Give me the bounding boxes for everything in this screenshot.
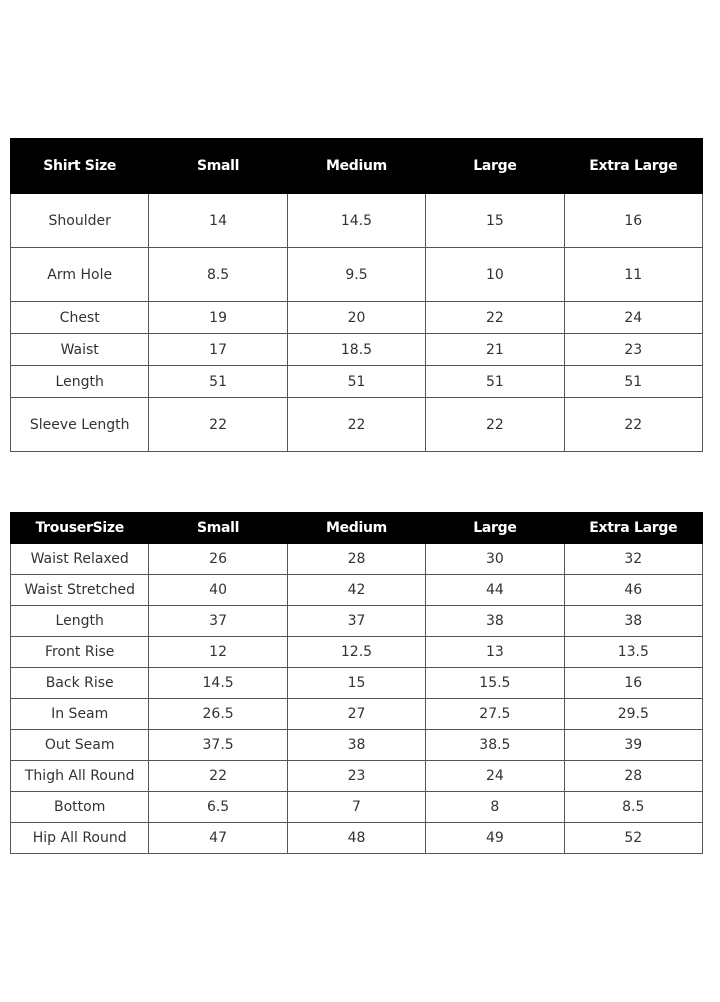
table-cell: 15	[426, 194, 564, 248]
table-cell: 26	[149, 544, 287, 575]
table-cell: 8	[426, 792, 564, 823]
table-cell: 6.5	[149, 792, 287, 823]
table-cell: 11	[564, 248, 702, 302]
table-row	[11, 302, 703, 334]
header-cell: Large	[426, 513, 564, 544]
table-cell: 13.5	[564, 637, 702, 668]
table-cell: 10	[426, 248, 564, 302]
row-label: Sleeve Length	[11, 398, 149, 452]
table-cell: 13	[426, 637, 564, 668]
row-label: Hip All Round	[11, 823, 149, 854]
row-label: Length	[11, 366, 149, 398]
table-cell: 9.5	[287, 248, 425, 302]
table-cell: 42	[287, 575, 425, 606]
header-cell: Medium	[287, 139, 425, 194]
row-label: In Seam	[11, 699, 149, 730]
trouser-size-table	[10, 512, 703, 854]
table-cell: 47	[149, 823, 287, 854]
table-cell: 37.5	[149, 730, 287, 761]
table-row	[11, 668, 703, 699]
table-row	[11, 792, 703, 823]
table-row	[11, 606, 703, 637]
table-cell: 15	[287, 668, 425, 699]
table-cell: 29.5	[564, 699, 702, 730]
row-label: Front Rise	[11, 637, 149, 668]
table-cell: 51	[426, 366, 564, 398]
table-row	[11, 366, 703, 398]
table-cell: 38	[426, 606, 564, 637]
table-row	[11, 544, 703, 575]
table-header-row	[11, 139, 703, 194]
table-cell: 19	[149, 302, 287, 334]
table-cell: 14.5	[149, 668, 287, 699]
table-cell: 48	[287, 823, 425, 854]
table-cell: 49	[426, 823, 564, 854]
header-cell: Extra Large	[564, 139, 702, 194]
table-cell: 21	[426, 334, 564, 366]
table-cell: 32	[564, 544, 702, 575]
row-label: Thigh All Round	[11, 761, 149, 792]
table-cell: 44	[426, 575, 564, 606]
table-cell: 51	[564, 366, 702, 398]
row-label: Length	[11, 606, 149, 637]
table-cell: 22	[287, 398, 425, 452]
table-cell: 51	[287, 366, 425, 398]
table-row	[11, 334, 703, 366]
table-cell: 18.5	[287, 334, 425, 366]
table-cell: 46	[564, 575, 702, 606]
table-cell: 37	[287, 606, 425, 637]
table-cell: 16	[564, 194, 702, 248]
table-cell: 22	[426, 398, 564, 452]
header-cell: Extra Large	[564, 513, 702, 544]
row-label: Chest	[11, 302, 149, 334]
table-cell: 38	[564, 606, 702, 637]
row-label: Bottom	[11, 792, 149, 823]
table-cell: 38.5	[426, 730, 564, 761]
table-cell: 27.5	[426, 699, 564, 730]
table-cell: 23	[287, 761, 425, 792]
table-cell: 16	[564, 668, 702, 699]
table-row	[11, 194, 703, 248]
table-cell: 51	[149, 366, 287, 398]
row-label: Waist Stretched	[11, 575, 149, 606]
table-cell: 40	[149, 575, 287, 606]
table-cell: 24	[564, 302, 702, 334]
table-cell: 8.5	[149, 248, 287, 302]
header-cell: TrouserSize	[11, 513, 149, 544]
table-row	[11, 761, 703, 792]
table-cell: 22	[564, 398, 702, 452]
header-cell: Large	[426, 139, 564, 194]
row-label: Waist	[11, 334, 149, 366]
table-cell: 39	[564, 730, 702, 761]
table-cell: 37	[149, 606, 287, 637]
table-cell: 22	[149, 761, 287, 792]
shirt-size-table	[10, 138, 703, 452]
table-row	[11, 637, 703, 668]
table-cell: 20	[287, 302, 425, 334]
row-label: Waist Relaxed	[11, 544, 149, 575]
table-cell: 14	[149, 194, 287, 248]
row-label: Back Rise	[11, 668, 149, 699]
row-label: Shoulder	[11, 194, 149, 248]
table-row	[11, 398, 703, 452]
table-cell: 14.5	[287, 194, 425, 248]
table-cell: 12	[149, 637, 287, 668]
header-cell: Shirt Size	[11, 139, 149, 194]
table-cell: 38	[287, 730, 425, 761]
header-cell: Small	[149, 139, 287, 194]
table-row	[11, 730, 703, 761]
table-cell: 12.5	[287, 637, 425, 668]
table-row	[11, 823, 703, 854]
table-cell: 28	[564, 761, 702, 792]
header-cell: Small	[149, 513, 287, 544]
table-cell: 23	[564, 334, 702, 366]
row-label: Out Seam	[11, 730, 149, 761]
table-cell: 7	[287, 792, 425, 823]
table-header-row	[11, 513, 703, 544]
table-cell: 27	[287, 699, 425, 730]
table-cell: 52	[564, 823, 702, 854]
table-cell: 22	[149, 398, 287, 452]
table-cell: 15.5	[426, 668, 564, 699]
table-cell: 17	[149, 334, 287, 366]
table-cell: 26.5	[149, 699, 287, 730]
table-cell: 22	[426, 302, 564, 334]
table-row	[11, 699, 703, 730]
header-cell: Medium	[287, 513, 425, 544]
table-cell: 24	[426, 761, 564, 792]
table-row	[11, 575, 703, 606]
table-cell: 8.5	[564, 792, 702, 823]
row-label: Arm Hole	[11, 248, 149, 302]
table-row	[11, 248, 703, 302]
table-cell: 30	[426, 544, 564, 575]
table-cell: 28	[287, 544, 425, 575]
